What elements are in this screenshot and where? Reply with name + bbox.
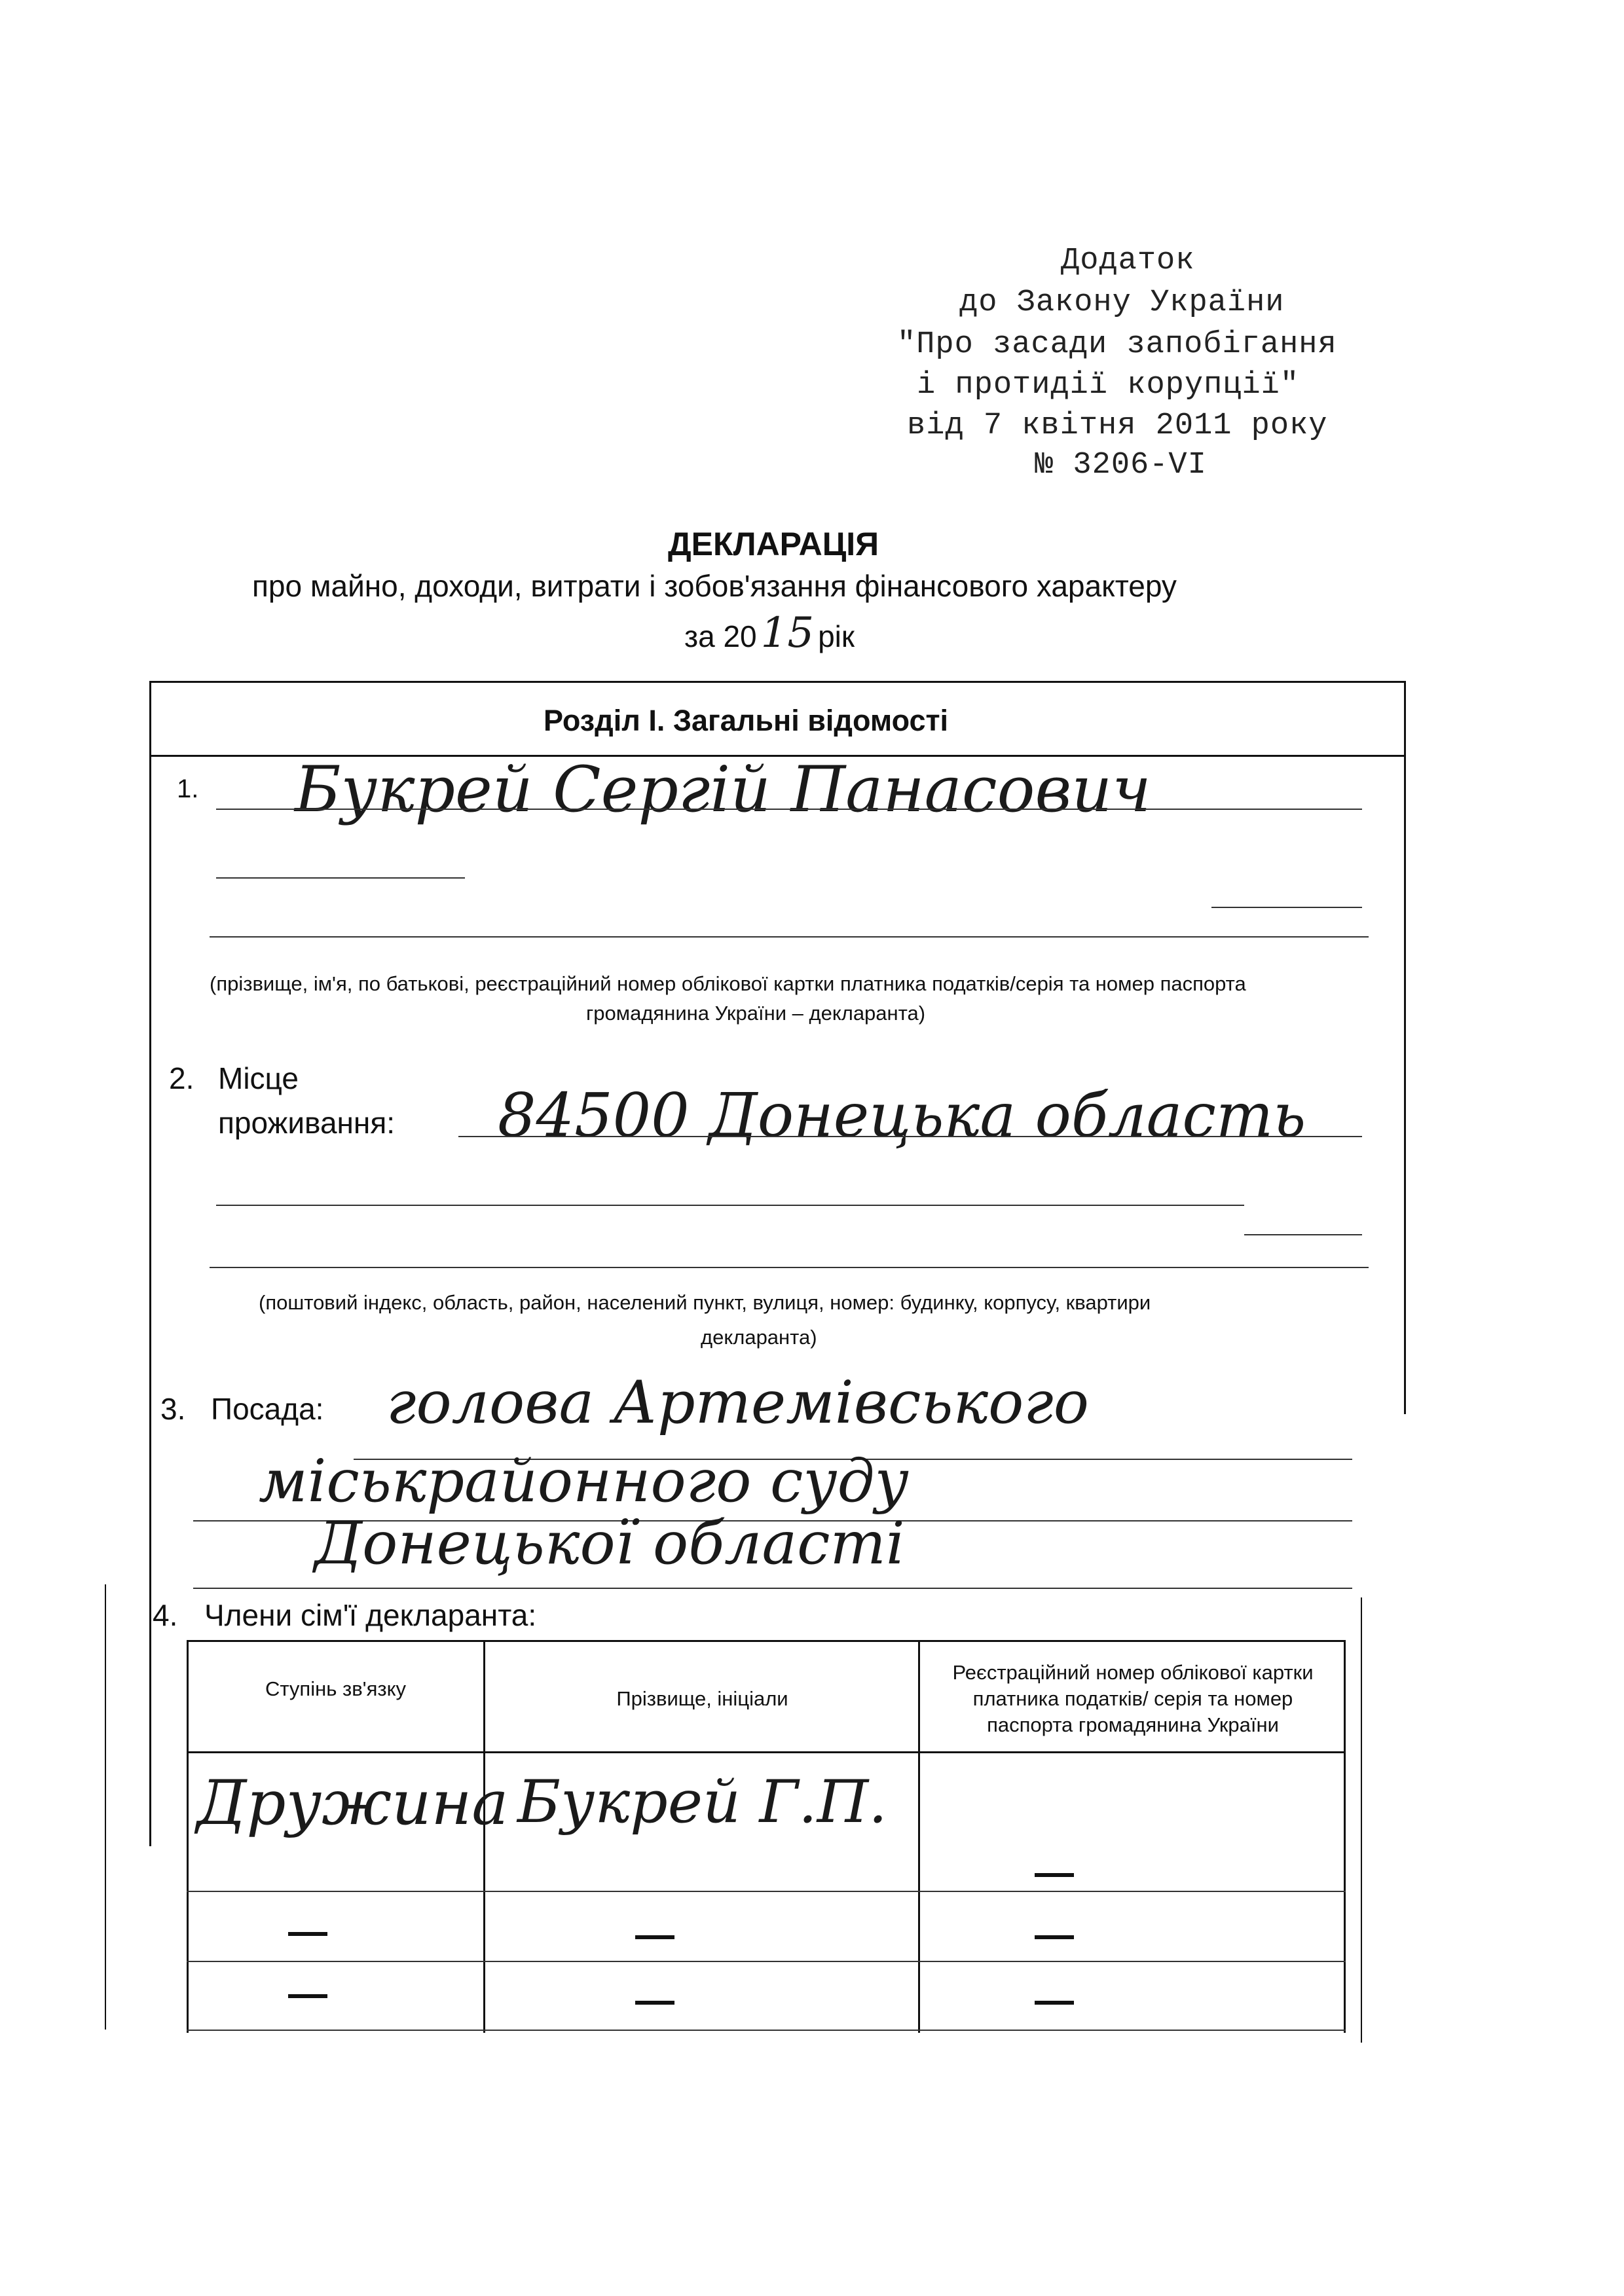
item4-number: 4. xyxy=(153,1598,178,1632)
item2-line xyxy=(1244,1234,1362,1235)
item1-caption: (прізвище, ім'я, по батькові, реєстраційний номер облікової картки платника податків/серія та номер паспорта xyxy=(210,972,1246,995)
annex-line: Додаток xyxy=(1061,244,1195,278)
item1-line xyxy=(210,936,1369,938)
declarant-name: Букрей Сергій Панасович xyxy=(295,753,1151,826)
family-name-dash: — xyxy=(635,1978,674,2022)
section-frame-top xyxy=(149,681,1405,683)
table-header-bottom xyxy=(187,1751,1346,1753)
table-col-border xyxy=(918,1640,920,2033)
table-header: Реєстраційний номер облікової картки платника податків/ серія та номер паспорта громадянина України xyxy=(952,1661,1314,1736)
table-header: Ступінь зв'язку xyxy=(265,1677,406,1700)
item2-line xyxy=(458,1136,1362,1137)
page-right-rule xyxy=(1361,1597,1362,2043)
family-relation-dash: — xyxy=(288,1971,327,2015)
annex-line: до Закону України xyxy=(959,285,1285,320)
item1-line xyxy=(216,809,1362,810)
table-col-border xyxy=(1344,1640,1346,2033)
table-row-border xyxy=(187,1961,1346,1962)
item4-label: Члени сім'ї декларанта: xyxy=(204,1598,537,1632)
item2-label: Місце xyxy=(218,1061,299,1095)
item1-caption: громадянина України – декларанта) xyxy=(586,1002,926,1025)
family-id-dash: — xyxy=(1035,1912,1074,1956)
family-id-dash: — xyxy=(1035,1850,1074,1894)
section-title: Розділ І. Загальні відомості xyxy=(544,704,949,737)
item1-line xyxy=(216,877,465,879)
item2-line xyxy=(210,1267,1369,1268)
section-frame-left xyxy=(149,681,151,1846)
year-suffix: рік xyxy=(818,619,855,653)
table-header: Прізвище, ініціали xyxy=(616,1687,788,1710)
item2-number: 2. xyxy=(169,1061,194,1095)
position-line: голова Артемівського xyxy=(386,1368,1089,1437)
family-relation: Дружина xyxy=(196,1768,509,1839)
document-subtitle: про майно, доходи, витрати і зобов'язання фінансового характеру xyxy=(252,569,1177,603)
position-line: міськрайонного суду xyxy=(259,1447,909,1516)
table-row-border xyxy=(187,2030,1346,2031)
year-handwritten: 15 xyxy=(760,609,815,657)
declaration-year xyxy=(684,609,855,657)
table-row-border xyxy=(187,1891,1346,1892)
item2-line xyxy=(216,1205,1244,1206)
year-prefix: за 20 xyxy=(684,619,757,653)
item3-number: 3. xyxy=(160,1392,186,1426)
family-relation-dash: — xyxy=(288,1909,327,1953)
section-frame-right xyxy=(1404,681,1406,1414)
item3-label: Посада: xyxy=(211,1392,324,1426)
item1-line xyxy=(1211,907,1362,908)
item2-caption: (поштовий індекс, область, район, населений пункт, вулиця, номер: будинку, корпусу, квартири xyxy=(259,1291,1151,1314)
document-title: ДЕКЛАРАЦІЯ xyxy=(668,526,879,562)
family-name-dash: — xyxy=(635,1912,674,1956)
table-col-border xyxy=(187,1640,189,2033)
family-id-dash: — xyxy=(1035,1978,1074,2022)
item2-label: проживання: xyxy=(218,1106,396,1140)
item3-line xyxy=(193,1588,1352,1589)
annex-line: від 7 квітня 2011 року xyxy=(907,409,1328,443)
table-top-border xyxy=(187,1640,1346,1642)
family-name: Букрей Г.П. xyxy=(517,1768,887,1836)
annex-line: і протидії корупції" xyxy=(917,368,1300,403)
page-left-rule xyxy=(105,1584,106,2030)
item1-number: 1. xyxy=(177,774,199,803)
annex-line: № 3206-VI xyxy=(1035,448,1207,483)
position-line: Донецької області xyxy=(314,1509,905,1578)
item2-caption: декларанта) xyxy=(701,1326,817,1349)
annex-line: "Про засади запобігання xyxy=(897,327,1337,362)
residence-address: 84500 Донецька область xyxy=(498,1080,1306,1150)
